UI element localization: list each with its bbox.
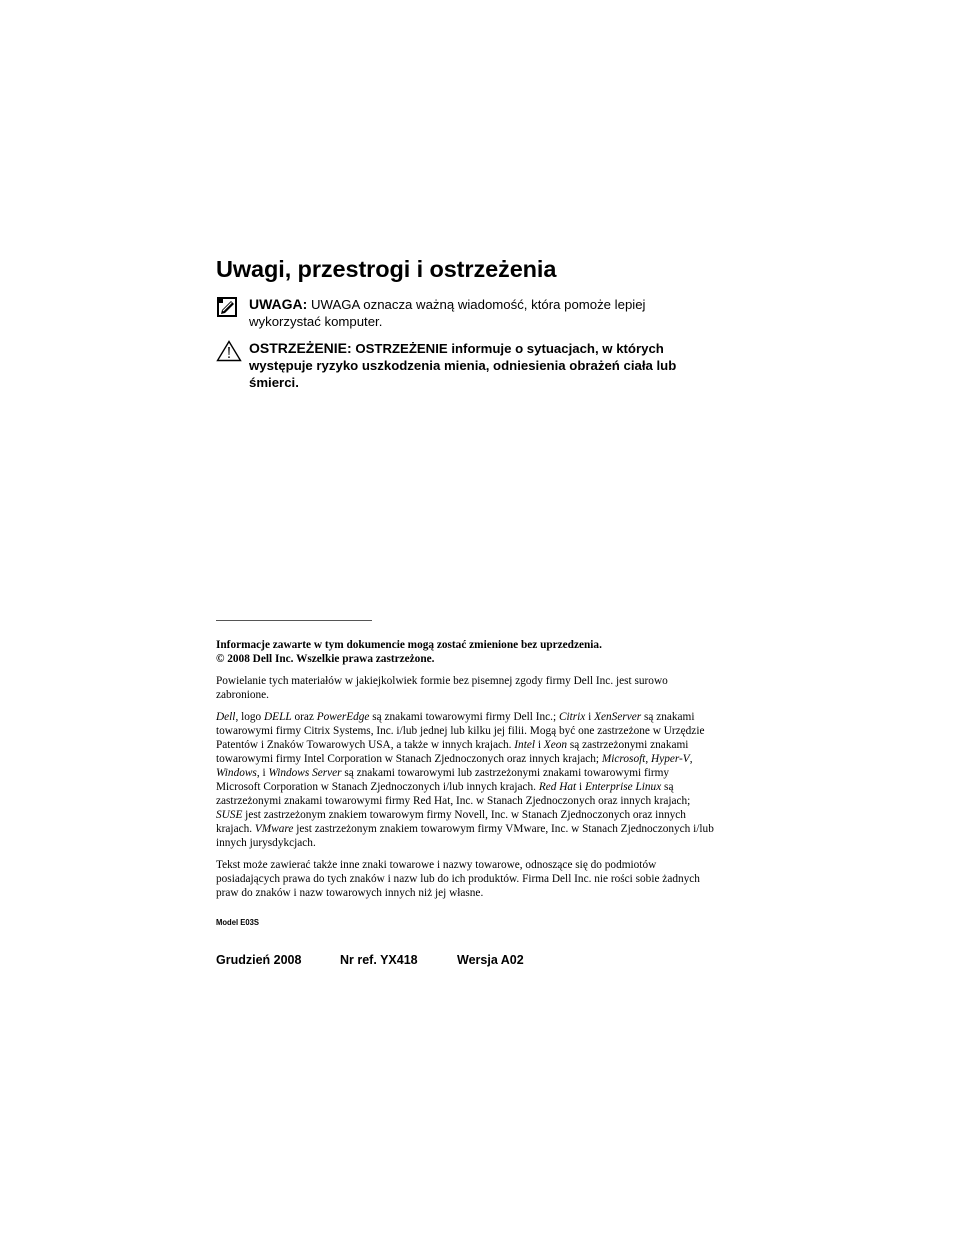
trademark-name: Intel [514,739,535,751]
other-marks-text: Tekst może zawierać także inne znaki towarowe i nazwy towarowe, odnoszące się do podmiotów posiadających prawa do tych znaków i nazw lub do ich produktów. Firma Dell Inc. nie rości sobie żadnych praw do znaków i nazw towarowych innych niż jej własne. [216,859,700,899]
note-text [249,296,716,330]
trademark-text-run: i [535,739,544,751]
trademark-name: Windows Server [268,767,342,779]
change-notice-line: Informacje zawarte w tym dokumencie mogą zostać zmienione bez uprzedzenia. [216,639,602,651]
note-body: UWAGA oznacza ważną wiadomość, która pomoże lepiej wykorzystać komputer. [249,297,646,329]
trademark-name: XenServer [594,711,642,723]
trademark-name: Citrix [558,711,586,723]
copyright-line: © 2008 Dell Inc. Wszelkie prawa zastrzeżone. [216,653,435,665]
reference-number: Nr ref. YX418 [340,953,418,967]
trademark-text-run: i [585,711,595,723]
reproduction-text: Powielanie tych materiałów w jakiejkolwiek formie bez pisemnej zgody firmy Dell Inc. jest surowo zabronione. [216,675,668,701]
trademarks-notice [216,710,716,850]
trademark-name: Hyper-V [651,753,690,765]
footnote-divider [216,620,372,621]
warning-text [249,340,716,391]
trademark-text-run: , i [256,767,269,779]
warning-triangle-icon [216,340,242,362]
trademark-name: Dell [216,711,236,723]
page-title: Uwagi, przestrogi i ostrzeżenia [216,256,557,282]
version-number: Wersja A02 [457,953,524,967]
trademark-name: Windows [216,767,257,779]
trademark-text-run: są znakami towarowymi firmy Dell Inc.; [369,711,559,723]
trademark-name: SUSE [216,809,243,821]
trademark-name: Microsoft [601,753,646,765]
reproduction-notice [216,674,716,702]
trademarks-text [216,710,716,850]
warning-block [216,340,716,391]
publication-date: Grudzień 2008 [216,953,302,967]
trademark-name: Xeon [543,739,568,751]
trademark-name: PowerEdge [316,711,370,723]
trademark-name: Red Hat [538,781,577,793]
trademark-text-run: , logo [235,711,265,723]
trademark-name: DELL [264,711,292,723]
trademark-text-run: jest zastrzeżonym znakiem towarowym firmy VMware, Inc. w Stanach Zjednoczonych i/lub innych jurysdykcjach. [216,823,714,849]
trademark-name: Enterprise Linux [584,781,662,793]
trademark-text-run: są zastrzeżonymi znakami towarowymi firmy Intel Corporation w Stanach Zjednoczonych oraz innych krajach; [216,739,689,765]
trademark-text-run: są zastrzeżonymi znakami towarowymi firmy Red Hat, Inc. w Stanach Zjednoczonych oraz innych krajach; [216,781,691,807]
trademark-text-run: oraz [291,711,317,723]
trademark-text-run: są znakami towarowymi firmy Citrix Systems, Inc. i/lub jednej lub kilku jej filii. Mogą być one zastrzeżone w Urzędzie Patentów i Znaków Towarowych USA, a także w innych krajach. [216,711,705,751]
note-pencil-icon [216,296,242,318]
trademark-text-run: i [576,781,585,793]
trademark-text-run: , [645,753,652,765]
note-block [216,296,716,330]
note-label: UWAGA: [249,296,308,312]
trademark-text-run: są znakami towarowymi lub zastrzeżonymi znakami towarowymi firmy Microsoft Corporation w Stanach Zjednoczonych i/lub innych krajach. [216,767,670,793]
model-number: Model E03S [216,917,259,927]
warning-label: OSTRZEŻENIE: [249,340,352,356]
other-marks-notice [216,858,716,900]
warning-body: OSTRZEŻENIE informuje o sytuacjach, w których występuje ryzyko uszkodzenia mienia, odniesienia obrażeń ciała lub śmierci. [249,341,677,390]
trademark-text-run: jest zastrzeżonym znakiem towarowym firmy Novell, Inc. w Stanach Zjednoczonych oraz innych krajach. [216,809,686,835]
trademark-name: VMware [254,823,294,835]
trademark-text-run: , [689,753,693,765]
change-notice [216,638,716,666]
